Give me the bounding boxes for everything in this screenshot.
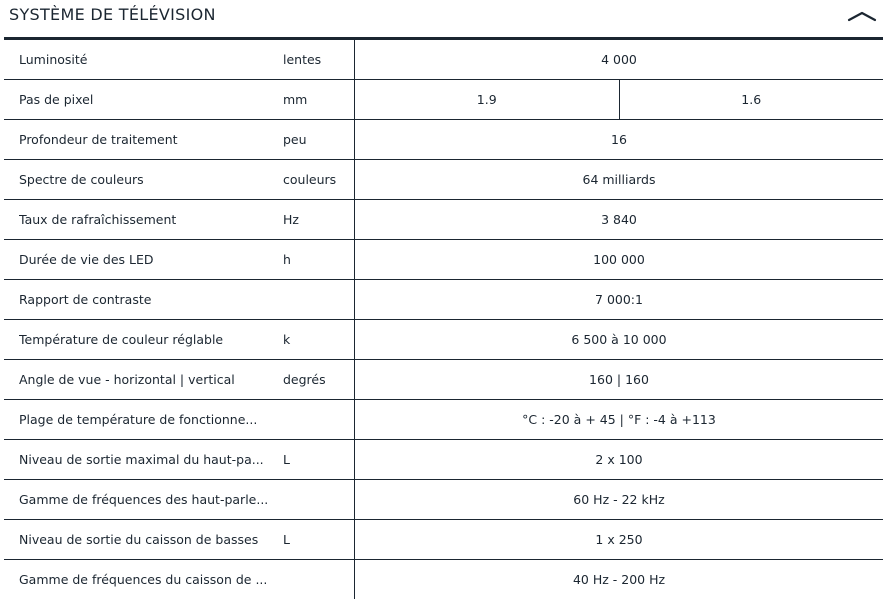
spec-label: Pas de pixel [19,92,94,107]
spec-unit: lentes [283,52,322,67]
spec-row [4,320,883,360]
spec-row [4,280,883,320]
spec-value: 1.9 [476,92,497,107]
spec-row [4,240,883,280]
spec-values [354,80,883,119]
spec-values [354,280,883,319]
spec-unit: L [283,532,290,547]
spec-values [354,440,883,479]
spec-label: Rapport de contraste [19,292,152,307]
spec-unit: Hz [283,212,299,227]
spec-row [4,120,883,160]
spec-row [4,40,883,80]
spec-values [354,200,883,239]
spec-unit: couleurs [283,172,337,187]
spec-label: Luminosité [19,52,88,67]
spec-value: 3 840 [601,212,637,227]
spec-label: Niveau de sortie du caisson de basses [19,532,259,547]
spec-label: Niveau de sortie maximal du haut-pa... [19,452,264,467]
spec-row [4,440,883,480]
spec-value: 1 x 250 [595,532,643,547]
spec-row [4,520,883,560]
spec-label: Durée de vie des LED [19,252,154,267]
spec-label: Spectre de couleurs [19,172,144,187]
spec-row [4,160,883,200]
spec-row [4,80,883,120]
spec-row [4,480,883,520]
spec-label: Gamme de fréquences du caisson de ... [19,572,268,587]
spec-label: Profondeur de traitement [19,132,178,147]
spec-unit: h [283,252,291,267]
spec-value: 160 | 160 [589,372,649,387]
spec-values [354,560,883,599]
spec-label: Taux de rafraîchissement [19,212,177,227]
spec-values [354,40,883,79]
spec-values [354,400,883,439]
spec-unit: L [283,452,290,467]
spec-label: Température de couleur réglable [19,332,224,347]
spec-values [354,520,883,559]
spec-table [4,37,883,599]
spec-value: 6 500 à 10 000 [571,332,667,347]
spec-row [4,560,883,599]
spec-values [354,120,883,159]
spec-values [354,480,883,519]
spec-value: 7 000:1 [595,292,643,307]
section-title: SYSTÈME DE TÉLÉVISION [9,5,216,24]
spec-value: 100 000 [593,252,645,267]
section-header[interactable] [0,0,883,37]
spec-label: Plage de température de fonctionne... [19,412,258,427]
spec-row [4,360,883,400]
spec-values [354,320,883,359]
spec-unit: peu [283,132,307,147]
spec-value: 40 Hz - 200 Hz [572,572,666,587]
spec-value: 64 milliards [582,172,656,187]
spec-row [4,400,883,440]
spec-value: 4 000 [601,52,637,67]
spec-value: 2 x 100 [595,452,643,467]
spec-values [354,160,883,199]
chevron-up-icon [845,6,879,26]
spec-values [354,360,883,399]
spec-label: Gamme de fréquences des haut-parle... [19,492,269,507]
spec-value: °C : -20 à + 45 | °F : -4 à +113 [522,412,716,427]
spec-label: Angle de vue - horizontal | vertical [19,372,235,387]
spec-unit: mm [283,92,308,107]
spec-value: 60 Hz - 22 kHz [573,492,665,507]
spec-value: 1.6 [619,80,884,119]
spec-unit: degrés [283,372,326,387]
spec-value: 16 [611,132,627,147]
spec-unit: k [283,332,291,347]
spec-row [4,200,883,240]
collapse-button[interactable] [845,6,879,26]
spec-values [354,240,883,279]
